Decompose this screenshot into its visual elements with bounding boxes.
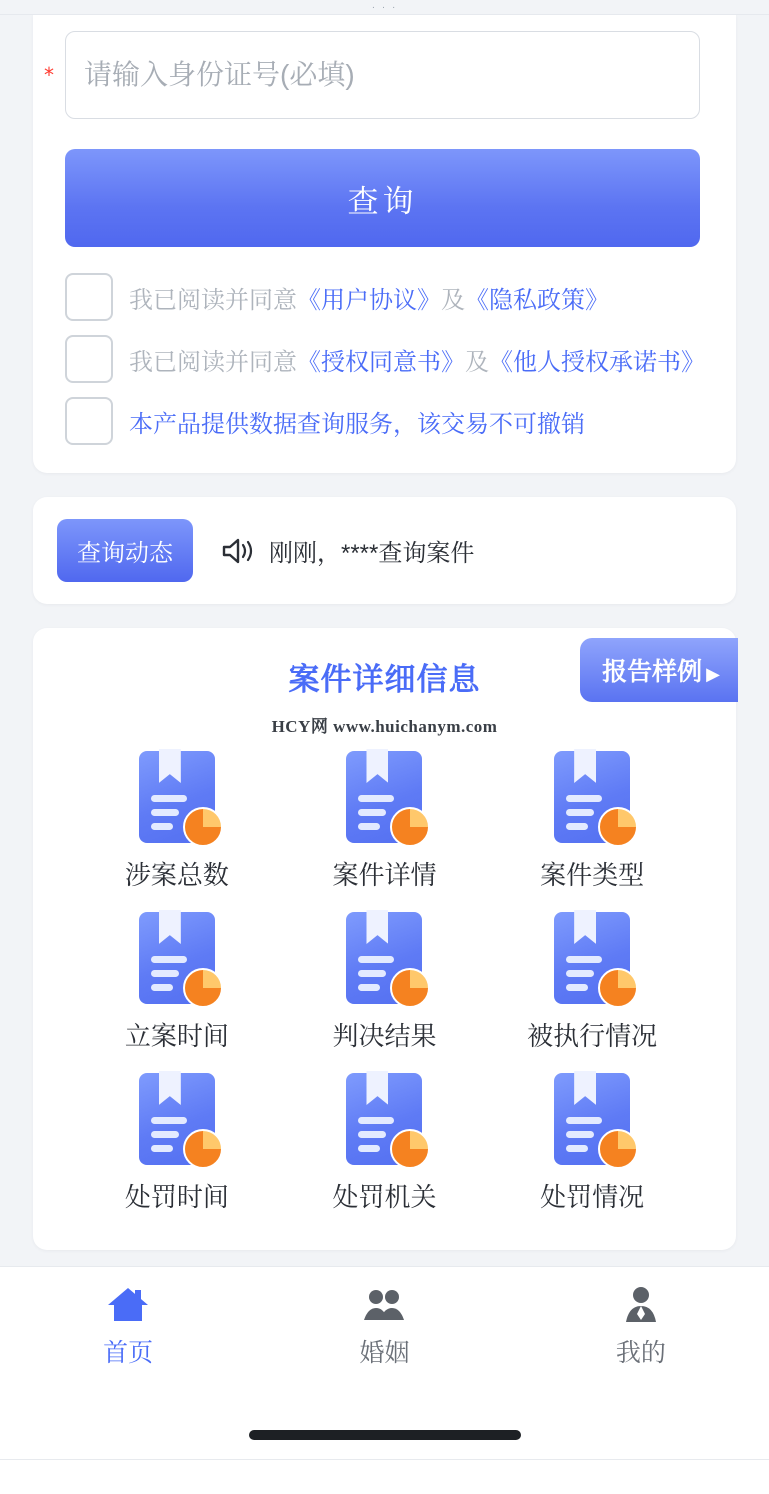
grid-label: 判决结果 [332,1021,437,1051]
agreement-text-irrevocable: 本产品提供数据查询服务，该交易不可撤销 [129,410,585,438]
grid-item-enforcement-status[interactable] [488,912,696,1053]
grid-item-penalty-authority[interactable] [281,1073,489,1214]
document-chart-icon [139,912,215,1004]
tab-label-home: 首页 [103,1339,154,1367]
agreement-prefix-user: 我已阅读并同意 [129,286,297,314]
grid-label: 处罚时间 [124,1182,229,1212]
case-detail-title: 案件详细信息 [288,662,481,697]
grid-label: 立案时间 [124,1021,229,1051]
tab-home[interactable] [0,1279,256,1369]
agreement-checkbox-user[interactable] [65,273,113,321]
document-chart-icon [139,1073,215,1165]
grid-item-penalty-status[interactable] [488,1073,696,1214]
agreement-row-user[interactable] [65,273,700,321]
grid-item-filing-time[interactable] [73,912,281,1053]
agreement-row-authorization[interactable] [65,335,705,383]
grid-item-total-cases[interactable] [73,751,281,892]
watermark-text: HCY网 www.huichanym.com [271,717,498,736]
grid-label: 处罚情况 [540,1182,645,1212]
tab-profile[interactable] [513,1279,769,1369]
id-number-input[interactable] [65,31,700,119]
home-indicator [0,1411,769,1459]
document-chart-icon [346,1073,422,1165]
agreement-row-irrevocable[interactable] [65,397,700,445]
bottom-tab-bar [0,1266,769,1411]
grid-label: 被执行情况 [527,1021,658,1051]
authorization-consent-link[interactable]: 《授权同意书》 [297,348,465,376]
agreement-list [65,273,705,445]
privacy-policy-link[interactable]: 《隐私政策》 [465,286,609,314]
query-dynamic-card [33,497,736,604]
query-card [33,15,736,473]
case-detail-header [33,628,736,724]
document-chart-icon [346,912,422,1004]
tab-label-marriage: 婚姻 [359,1339,410,1367]
agreement-middle-authorization: 及 [465,348,489,376]
query-dynamic-message: 刚刚，****查询案件 [269,540,475,567]
agreement-prefix-authorization: 我已阅读并同意 [129,348,297,376]
report-sample-button[interactable] [580,638,738,702]
agreement-checkbox-authorization[interactable] [65,335,113,383]
bottom-padding [0,1459,769,1494]
grid-label: 涉案总数 [124,860,229,890]
case-detail-grid [33,743,736,1214]
agreement-text-user [129,280,609,315]
agreement-text-authorization [129,342,705,377]
document-chart-icon [554,751,630,843]
user-agreement-link[interactable]: 《用户协议》 [297,286,441,314]
status-strip [0,0,769,15]
report-sample-label: 报告样例 [602,658,703,686]
document-chart-icon [554,1073,630,1165]
query-dynamic-tag: 查询动态 [57,519,193,582]
case-detail-card [33,628,736,1250]
third-party-authorization-link[interactable]: 《他人授权承诺书》 [489,348,705,376]
status-dots: · · · [371,2,398,13]
home-icon [105,1279,151,1331]
document-chart-icon [139,751,215,843]
required-marker: * [44,63,54,87]
grid-item-case-type[interactable] [488,751,696,892]
grid-label: 案件类型 [540,860,645,890]
home-indicator-bar[interactable] [249,1430,521,1440]
agreement-checkbox-irrevocable[interactable] [65,397,113,445]
tab-label-profile: 我的 [615,1339,666,1367]
agreement-middle-user: 及 [441,286,465,314]
id-field-row [33,15,736,119]
query-submit-button[interactable]: 查询 [65,149,700,247]
person-icon [618,1279,664,1331]
grid-item-penalty-time[interactable] [73,1073,281,1214]
chevron-right-icon: ▶ [706,664,720,684]
speaker-icon [221,534,255,568]
tab-marriage[interactable] [256,1279,512,1369]
grid-label: 处罚机关 [332,1182,437,1212]
people-icon [361,1279,407,1331]
grid-item-case-details[interactable] [281,751,489,892]
grid-item-judgment-result[interactable] [281,912,489,1053]
document-chart-icon [346,751,422,843]
page-content [0,15,769,1266]
document-chart-icon [554,912,630,1004]
grid-label: 案件详情 [332,860,437,890]
